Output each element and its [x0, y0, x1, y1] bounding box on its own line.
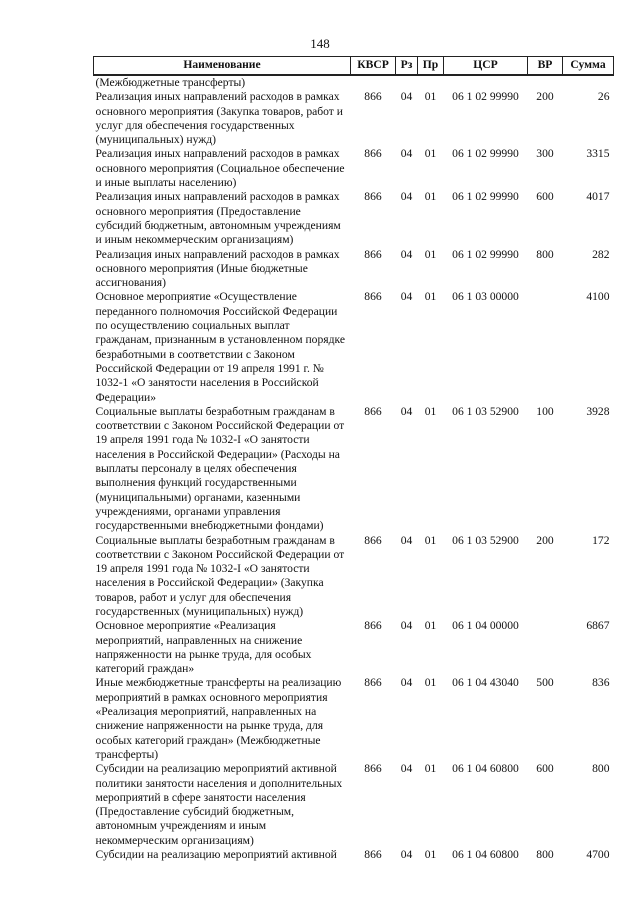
table-row: [94, 676, 614, 762]
sum-cell: 3928: [586, 404, 610, 418]
sum-cell: 4700: [586, 848, 610, 862]
name-cell: Реализация иных направлений расходов в рамках основного мероприятия (Социальное обеспечение и иные выплаты населению): [95, 147, 345, 190]
pr-cell: 01: [424, 147, 437, 161]
sum-cell: 4017: [586, 190, 610, 204]
table-body: [94, 90, 614, 862]
table-row: [94, 147, 614, 190]
csr-cell: 06 1 03 52900: [452, 533, 519, 547]
vr-cell: 500: [536, 676, 554, 690]
vr-cell: 800: [536, 848, 554, 862]
csr-cell: 06 1 03 00000: [452, 290, 519, 304]
table-row: [94, 534, 614, 620]
table-row: [94, 190, 614, 247]
csr-cell: 06 1 04 60800: [452, 762, 519, 776]
pr-cell: 01: [424, 247, 437, 261]
pr-cell: 01: [424, 676, 437, 690]
vr-cell: 200: [536, 533, 554, 547]
table-row: [94, 405, 614, 534]
name-cell: Социальные выплаты безработным гражданам в соответствии с Законом Российской Федерации от 19 апреля 1991 года № 1032-I «О занятости населения в Российской Федерации» (Расходы на выплаты персоналу в целях обеспечения выполнения функций государственными (муниципальными) органами, казенными учреждениями, органами управления государственными внебюджетными фондами): [95, 404, 345, 533]
vr-cell: 200: [536, 90, 554, 104]
rz-cell: 04: [400, 848, 413, 862]
budget-table: [93, 56, 614, 862]
pr-cell: 01: [424, 290, 437, 304]
pr-cell: 01: [424, 90, 437, 104]
continuation-text: (Межбюджетные трансферты): [95, 76, 246, 89]
kvsr-cell: 866: [364, 762, 382, 776]
kvsr-cell: 866: [364, 247, 382, 261]
header-sum: Сумма: [563, 57, 614, 76]
rz-cell: 04: [400, 147, 413, 161]
csr-cell: 06 1 02 99990: [452, 147, 519, 161]
name-cell: Иные межбюджетные трансферты на реализацию мероприятий в рамках основного мероприятия «Реализация мероприятий, направленных на снижение напряженности на рынке труда, для особых категорий граждан» (Межбюджетные трансферты): [95, 676, 342, 761]
kvsr-cell: 866: [364, 619, 382, 633]
table-row: [94, 248, 614, 291]
sum-cell: 800: [592, 762, 610, 776]
header-name: Наименование: [94, 57, 351, 76]
kvsr-cell: 866: [364, 90, 382, 104]
sum-cell: 4100: [586, 290, 610, 304]
rz-cell: 04: [400, 290, 413, 304]
name-cell: Субсидии на реализацию мероприятий активной политики занятости населения и дополнительных мероприятий в сфере занятости населения (Предоставление субсидий бюджетным, автономным учреждениям и иным некоммерческим организациям): [95, 762, 343, 847]
sum-cell: 6867: [586, 619, 610, 633]
csr-cell: 06 1 02 99990: [452, 90, 519, 104]
csr-cell: 06 1 03 52900: [452, 404, 519, 418]
name-cell: Реализация иных направлений расходов в рамках основного мероприятия (Иные бюджетные ассигнования): [95, 247, 340, 290]
rz-cell: 04: [400, 533, 413, 547]
rz-cell: 04: [400, 404, 413, 418]
rz-cell: 04: [400, 619, 413, 633]
csr-cell: 06 1 02 99990: [452, 190, 519, 204]
csr-cell: 06 1 04 00000: [452, 619, 519, 633]
rz-cell: 04: [400, 247, 413, 261]
sum-cell: 3315: [586, 147, 610, 161]
kvsr-cell: 866: [364, 676, 382, 690]
table-row: [94, 848, 614, 862]
header-kvsr: КВСР: [351, 57, 396, 76]
pr-cell: 01: [424, 619, 437, 633]
kvsr-cell: 866: [364, 290, 382, 304]
vr-cell: 300: [536, 147, 554, 161]
vr-cell: 800: [536, 247, 554, 261]
rz-cell: 04: [400, 190, 413, 204]
name-cell: Субсидии на реализацию мероприятий активной: [95, 848, 337, 862]
sum-cell: 282: [592, 247, 610, 261]
pr-cell: 01: [424, 762, 437, 776]
table-row: [94, 290, 614, 404]
rz-cell: 04: [400, 676, 413, 690]
name-cell: Реализация иных направлений расходов в рамках основного мероприятия (Предоставление субсидий бюджетным, автономным учреждениям и иным некоммерческим организациям): [95, 190, 341, 247]
kvsr-cell: 866: [364, 147, 382, 161]
csr-cell: 06 1 04 60800: [452, 848, 519, 862]
header-csr: ЦСР: [444, 57, 528, 76]
pr-cell: 01: [424, 404, 437, 418]
kvsr-cell: 866: [364, 533, 382, 547]
kvsr-cell: 866: [364, 404, 382, 418]
kvsr-cell: 866: [364, 190, 382, 204]
csr-cell: 06 1 02 99990: [452, 247, 519, 261]
sum-cell: 26: [597, 90, 610, 104]
pr-cell: 01: [424, 533, 437, 547]
name-cell: Основное мероприятие «Реализация мероприятий, направленных на снижение напряженности на рынке труда, для особых категорий граждан»: [95, 619, 312, 676]
vr-cell: 100: [536, 404, 554, 418]
header-rz: Рз: [396, 57, 418, 76]
name-cell: Основное мероприятие «Осуществление переданного полномочия Российской Федерации по осуществлению социальных выплат гражданам, признанным в установленном порядке безработными в соответствии с Законом Российской Федерации от 19 апреля 1991 г. № 1032-1 «О занятости населения в Российской Федерации»: [95, 290, 345, 404]
name-cell: Социальные выплаты безработным гражданам в соответствии с Законом Российской Федерации от 19 апреля 1991 года № 1032-I «О занятости населения в Российской Федерации» (Закупка товаров, работ и услуг для обеспечения государственных (муниципальных) нужд): [95, 533, 345, 618]
page-number: 148: [310, 36, 330, 51]
sum-cell: 836: [592, 676, 610, 690]
kvsr-cell: 866: [364, 848, 382, 862]
vr-cell: [528, 619, 563, 676]
rz-cell: 04: [400, 90, 413, 104]
pr-cell: 01: [424, 190, 437, 204]
vr-cell: [528, 290, 563, 404]
pr-cell: 01: [424, 848, 437, 862]
vr-cell: 600: [536, 762, 554, 776]
sum-cell: 172: [592, 533, 610, 547]
continuation-row: [94, 75, 614, 90]
vr-cell: 600: [536, 190, 554, 204]
header-vr: ВР: [528, 57, 563, 76]
table-header: [94, 57, 614, 76]
table-row: [94, 619, 614, 676]
csr-cell: 06 1 04 43040: [452, 676, 519, 690]
header-pr: Пр: [418, 57, 444, 76]
table-row: [94, 762, 614, 848]
name-cell: Реализация иных направлений расходов в рамках основного мероприятия (Закупка товаров, работ и услуг для обеспечения государственных (муниципальных) нужд): [95, 90, 343, 147]
rz-cell: 04: [400, 762, 413, 776]
table-row: [94, 90, 614, 147]
